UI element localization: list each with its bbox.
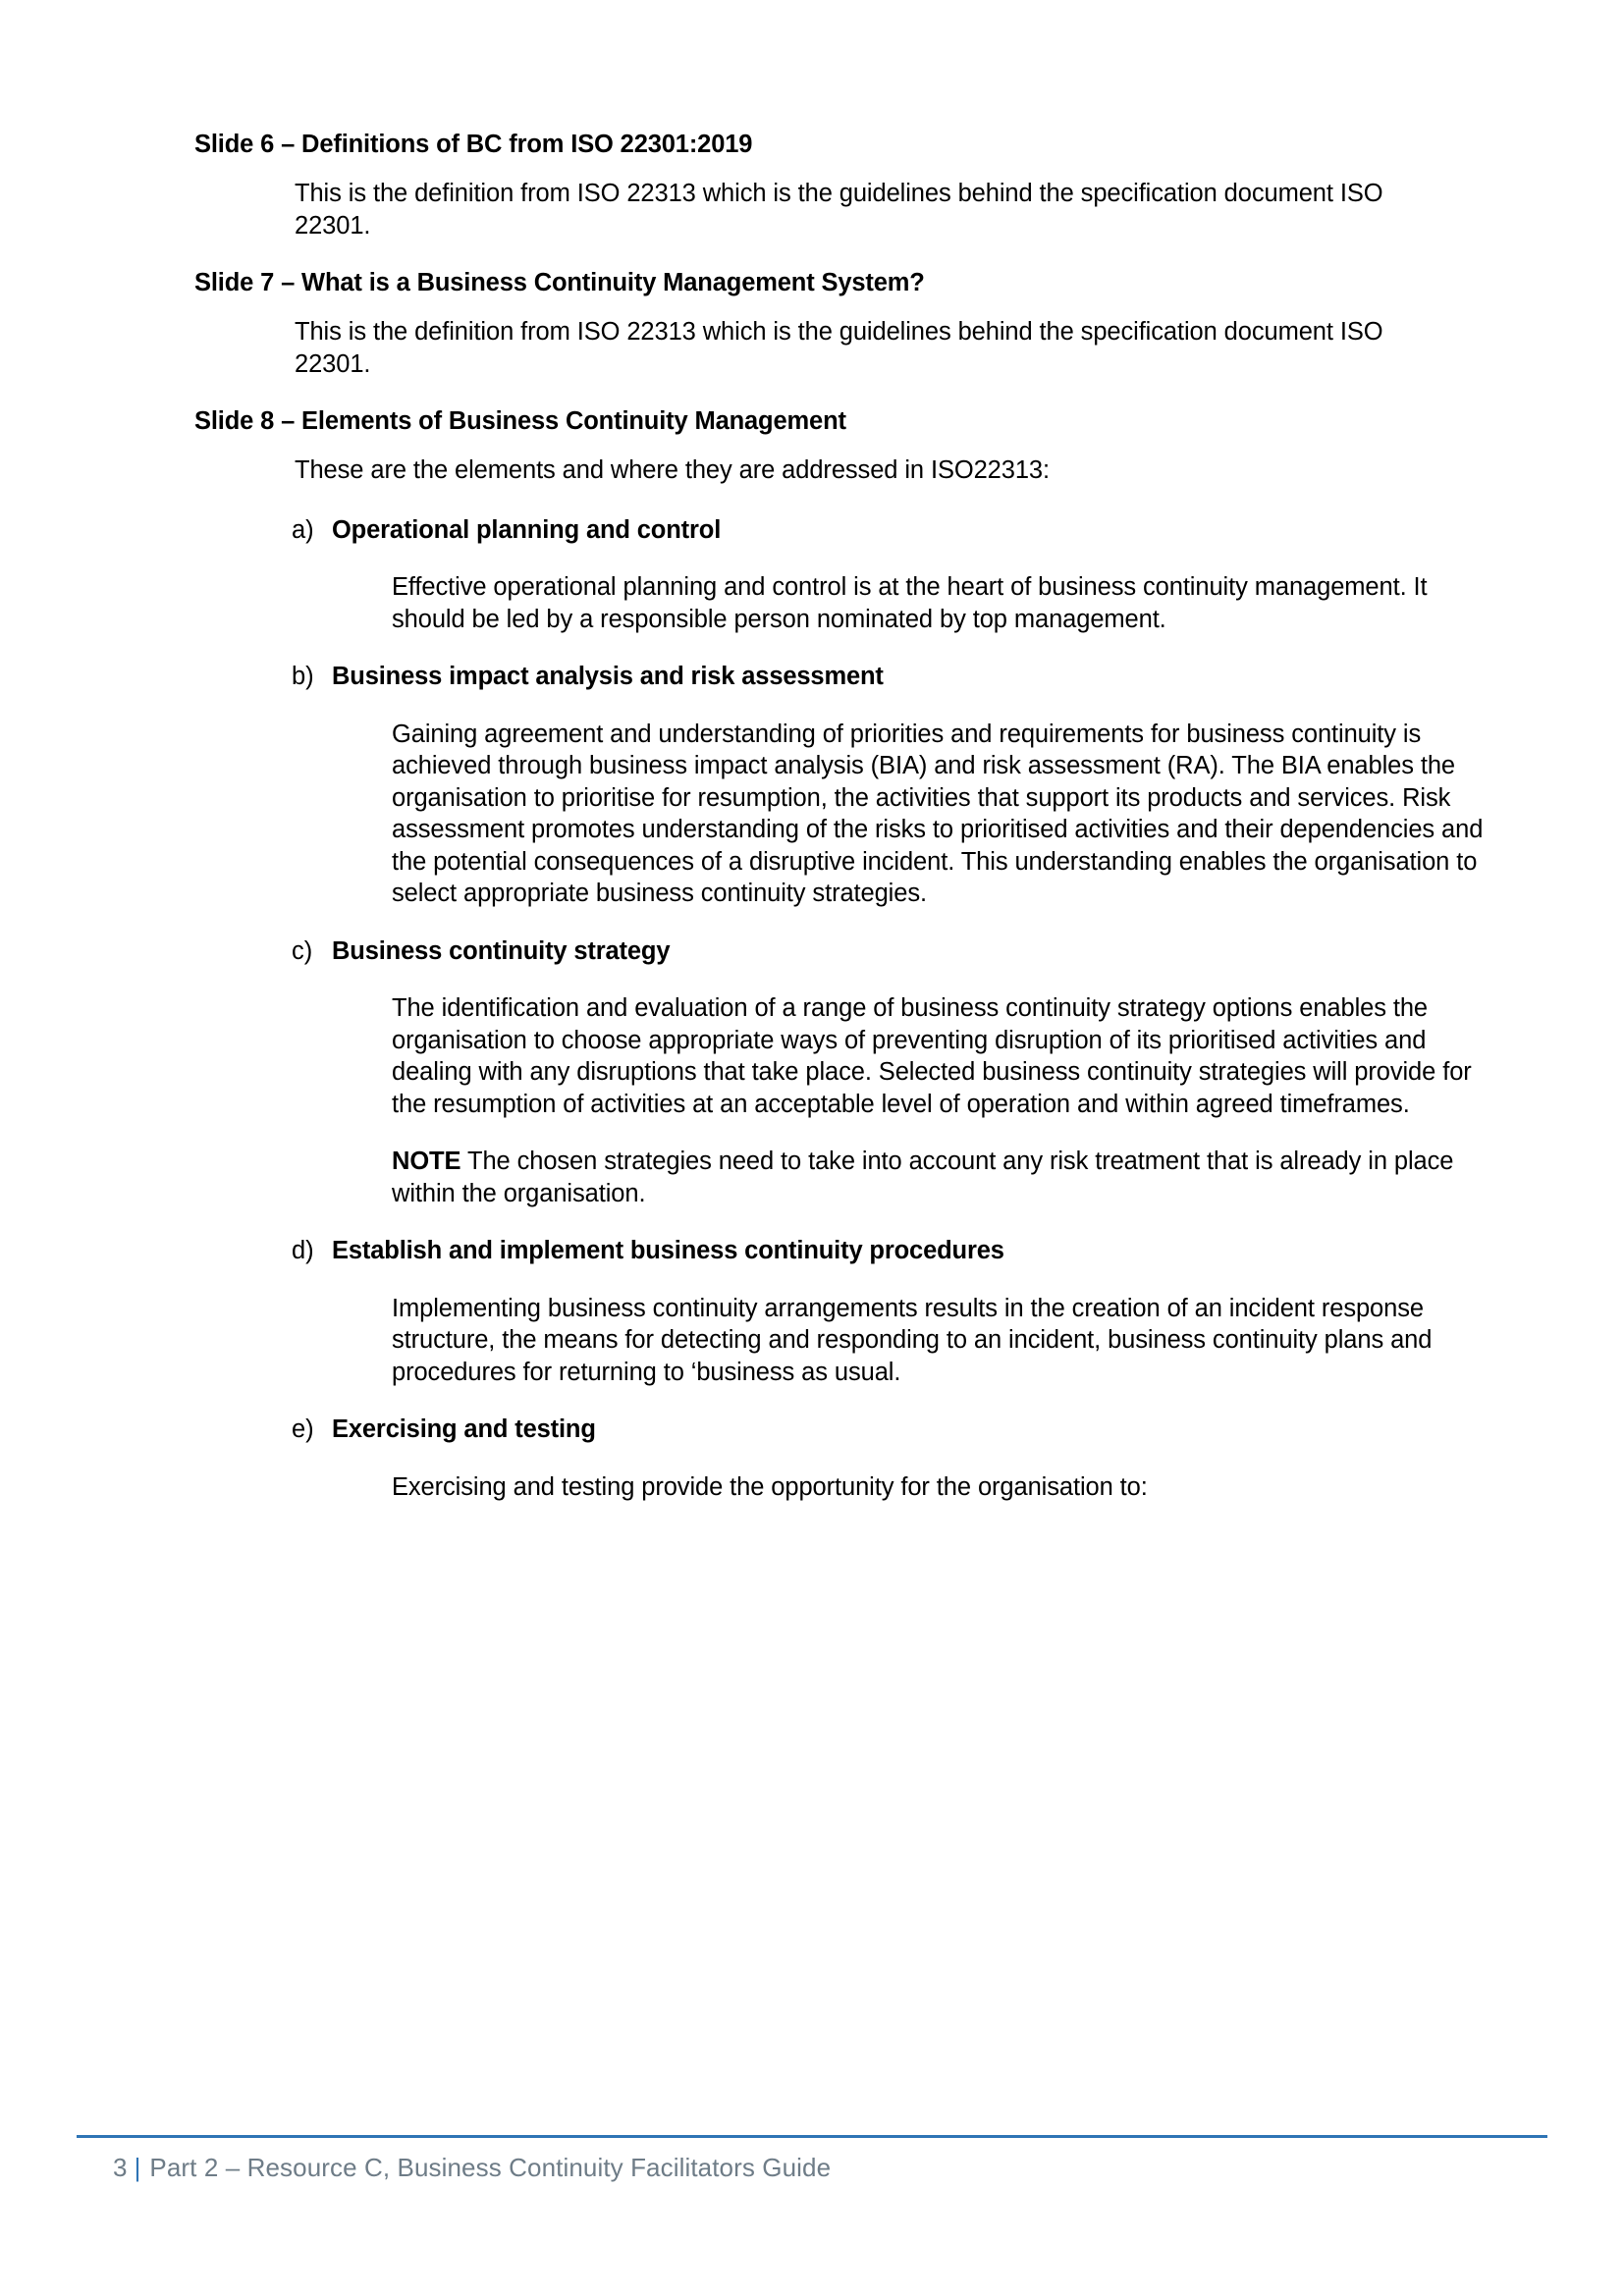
list-label-d: Establish and implement business continuity procedures bbox=[332, 1237, 1004, 1265]
list-marker-d: d) bbox=[292, 1237, 314, 1265]
slide-6-heading: Slide 6 – Definitions of BC from ISO 22301:2019 bbox=[194, 131, 753, 158]
list-label-b: Business impact analysis and risk assessment bbox=[332, 663, 884, 691]
list-body-c: The identification and evaluation of a range of business continuity strategy options enables the organisation to choose appropriate ways of preventing disruption of its prioritised activities and dealing with any disruptions that take place. Selected business continuity strategies will provide for the resumption of activities at an acceptable level of operation and within agreed timeframes. bbox=[392, 994, 1472, 1118]
list-note-c bbox=[0, 1146, 1624, 1209]
list-body-e: Exercising and testing provide the opportunity for the organisation to: bbox=[392, 1472, 1148, 1501]
list-body-d: Implementing business continuity arrangements results in the creation of an incident response structure, the means for detecting and responding to an incident, business continuity plans and procedures for returning to ‘business as usual. bbox=[392, 1294, 1433, 1386]
list-item bbox=[0, 1235, 1624, 1267]
list-body-a: Effective operational planning and control is at the heart of business continuity management. It should be led by a responsible person nominated by top management. bbox=[392, 573, 1428, 633]
footer-page-number: 3 bbox=[113, 2153, 128, 2182]
footer-title: Part 2 – Resource C, Business Continuity Facilitators Guide bbox=[149, 2153, 832, 2182]
list-marker-b: b) bbox=[292, 663, 314, 691]
list-item bbox=[0, 1414, 1624, 1446]
page-footer bbox=[0, 2090, 1624, 2296]
slide-8-heading: Slide 8 – Elements of Business Continuity Management bbox=[194, 407, 846, 436]
slide-7-paragraph: This is the definition from ISO 22313 which is the guidelines behind the specification document ISO 22301. bbox=[295, 318, 1383, 378]
list-item bbox=[0, 661, 1624, 693]
note-label: NOTE bbox=[392, 1148, 461, 1176]
list-body-b: Gaining agreement and understanding of priorities and requirements for business continuity is achieved through business impact analysis (BIA) and risk assessment (RA). The BIA enables the organisation to prioritise for resumption, the activities that support its products and services. Risk assessment promotes understanding of the risks to prioritised activities and their dependencies and the potential consequences of a disruptive incident. This understanding enables the organisation to select appropriate business continuity strategies. bbox=[392, 720, 1484, 908]
list-item bbox=[0, 935, 1624, 968]
list-marker-c: c) bbox=[292, 936, 313, 965]
footer-divider bbox=[77, 2135, 1547, 2138]
slide-6-paragraph: This is the definition from ISO 22313 which is the guidelines behind the specification document ISO 22301. bbox=[295, 180, 1383, 240]
list-label-e: Exercising and testing bbox=[332, 1415, 596, 1444]
list-marker-a: a) bbox=[292, 515, 314, 544]
footer-content bbox=[113, 2153, 831, 2183]
note-body: The chosen strategies need to take into account any risk treatment that is already in place within the organisation. bbox=[392, 1148, 1454, 1207]
list-marker-e: e) bbox=[292, 1415, 314, 1444]
list-label-a: Operational planning and control bbox=[332, 515, 722, 544]
list-label-c: Business continuity strategy bbox=[332, 936, 671, 965]
slide-7-heading: Slide 7 – What is a Business Continuity Management System? bbox=[194, 269, 925, 297]
slide-8-intro-paragraph: These are the elements and where they are addressed in ISO22313: bbox=[295, 456, 1050, 485]
footer-separator: | bbox=[134, 2153, 141, 2182]
list-item bbox=[0, 514, 1624, 547]
